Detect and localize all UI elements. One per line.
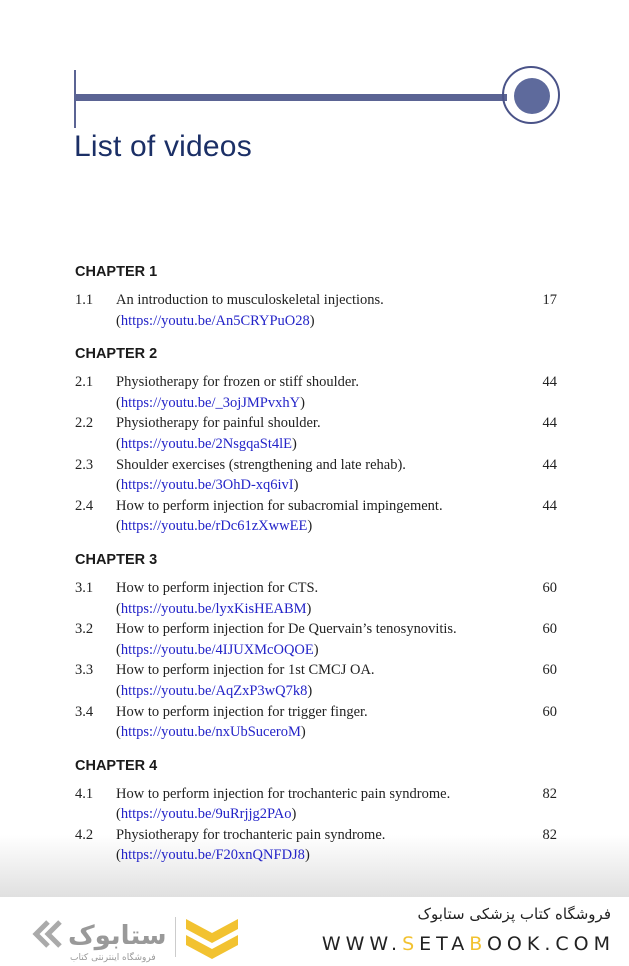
entry-title: How to perform injection for CTS. xyxy=(116,579,319,596)
page-title: List of videos xyxy=(74,130,252,163)
header-bar xyxy=(75,94,507,101)
site-part: S xyxy=(402,933,420,955)
entry-url-line: (https://youtu.be/3OhD-xq6ivI) xyxy=(116,477,299,494)
video-entry xyxy=(75,825,557,866)
header-circle-icon xyxy=(514,78,550,114)
entry-url-line: (https://youtu.be/rDc61zXwwEE) xyxy=(116,518,313,535)
entry-title: How to perform injection for De Quervain’s tenosynovitis. xyxy=(116,621,457,638)
video-link[interactable]: https://youtu.be/AqZxP3wQ7k8 xyxy=(120,682,308,699)
entry-page: 82 xyxy=(542,826,557,843)
video-entry xyxy=(75,290,557,331)
entry-number: 2.1 xyxy=(75,374,94,391)
entry-page: 17 xyxy=(542,292,557,308)
site-part: OOK.COM xyxy=(486,933,615,955)
video-link[interactable]: https://youtu.be/9uRrjjg2PAo xyxy=(120,806,292,823)
entry-page: 60 xyxy=(542,703,557,720)
entry-url-line: (https://youtu.be/lyxKisHEABM) xyxy=(116,600,312,617)
entry-page: 60 xyxy=(542,579,557,596)
video-link[interactable]: https://youtu.be/An5CRYPuO28 xyxy=(120,312,310,329)
entry-url-line: (https://youtu.be/F20xnQNFDJ8) xyxy=(116,847,310,864)
video-entry xyxy=(75,496,557,537)
video-link[interactable]: https://youtu.be/rDc61zXwwEE xyxy=(120,518,308,535)
chapter-section xyxy=(75,262,557,331)
entry-number: 3.3 xyxy=(75,662,94,679)
chevrons-icon xyxy=(30,919,70,949)
video-entry xyxy=(75,372,557,413)
setabook-logo xyxy=(30,911,250,961)
entry-page: 44 xyxy=(542,456,557,473)
entry-number: 3.1 xyxy=(75,579,94,596)
video-link[interactable]: https://youtu.be/2NsgqaSt4lE xyxy=(120,435,293,452)
video-link[interactable]: https://youtu.be/_3ojJMPvxhY xyxy=(120,394,301,411)
site-part: WWW. xyxy=(321,933,403,955)
entry-number: 1.1 xyxy=(75,292,94,308)
entry-title: Physiotherapy for trochanteric pain syndrome. xyxy=(116,826,386,843)
chapter-section xyxy=(75,550,557,743)
video-entry xyxy=(75,413,557,454)
entry-url-line: (https://youtu.be/An5CRYPuO28) xyxy=(116,312,315,329)
video-link[interactable]: https://youtu.be/4IJUXMcOQOE xyxy=(120,641,314,658)
entry-page: 44 xyxy=(542,497,557,514)
site-part: ETA xyxy=(419,933,470,955)
entry-title: An introduction to musculoskeletal injections. xyxy=(116,292,384,308)
entry-url-line: (https://youtu.be/2NsgqaSt4lE) xyxy=(116,435,297,452)
entry-title: Physiotherapy for frozen or stiff shoulder. xyxy=(116,374,359,391)
entry-url-line: (https://youtu.be/nxUbSuceroM) xyxy=(116,724,306,741)
chapter-heading: CHAPTER 4 xyxy=(75,757,158,774)
video-entry xyxy=(75,619,557,660)
entry-page: 44 xyxy=(542,374,557,391)
video-entry xyxy=(75,702,557,743)
logo-text: ستابوک xyxy=(68,921,167,951)
video-link[interactable]: https://youtu.be/nxUbSuceroM xyxy=(120,724,301,741)
entry-title: How to perform injection for trochanteric pain syndrome. xyxy=(116,785,451,802)
entry-number: 2.4 xyxy=(75,497,94,514)
footer-banner xyxy=(0,897,629,966)
entry-title: How to perform injection for 1st CMCJ OA. xyxy=(116,662,375,679)
video-entry xyxy=(75,578,557,619)
entry-number: 4.2 xyxy=(75,826,94,843)
entry-number: 2.3 xyxy=(75,456,94,473)
store-website[interactable] xyxy=(322,933,615,955)
chapter-heading: CHAPTER 2 xyxy=(75,346,158,363)
logo-subtitle: فروشگاه اینترنتی کتاب xyxy=(70,953,156,963)
book-chevron-icon xyxy=(182,913,242,959)
video-link[interactable]: https://youtu.be/3OhD-xq6ivI xyxy=(120,477,294,494)
entry-number: 2.2 xyxy=(75,415,94,432)
store-name: فروشگاه کتاب پزشکی ستابوک xyxy=(417,905,611,923)
video-list xyxy=(75,262,557,879)
entry-title: How to perform injection for trigger finger. xyxy=(116,703,368,720)
entry-url-line: (https://youtu.be/AqZxP3wQ7k8) xyxy=(116,682,313,699)
chapter-section xyxy=(75,344,557,537)
entry-number: 3.4 xyxy=(75,703,94,720)
video-link[interactable]: https://youtu.be/F20xnQNFDJ8 xyxy=(120,847,305,864)
chapter-section xyxy=(75,756,557,866)
entry-title: How to perform injection for subacromial impingement. xyxy=(116,497,443,514)
entry-title: Physiotherapy for painful shoulder. xyxy=(116,415,321,432)
entry-page: 82 xyxy=(542,785,557,802)
entry-page: 60 xyxy=(542,662,557,679)
video-link[interactable]: https://youtu.be/lyxKisHEABM xyxy=(120,600,307,617)
chapter-heading: CHAPTER 3 xyxy=(75,551,158,568)
entry-url-line: (https://youtu.be/_3ojJMPvxhY) xyxy=(116,394,305,411)
entry-number: 3.2 xyxy=(75,621,94,638)
site-part: B xyxy=(469,933,487,955)
chapter-heading: CHAPTER 1 xyxy=(75,264,158,280)
video-entry xyxy=(75,660,557,701)
entry-url-line: (https://youtu.be/9uRrjjg2PAo) xyxy=(116,806,297,823)
video-entry xyxy=(75,455,557,496)
entry-url-line: (https://youtu.be/4IJUXMcOQOE) xyxy=(116,641,319,658)
logo-divider xyxy=(175,917,176,957)
entry-page: 44 xyxy=(542,415,557,432)
entry-number: 4.1 xyxy=(75,785,94,802)
entry-title: Shoulder exercises (strengthening and late rehab). xyxy=(116,456,406,473)
video-entry xyxy=(75,784,557,825)
entry-page: 60 xyxy=(542,621,557,638)
